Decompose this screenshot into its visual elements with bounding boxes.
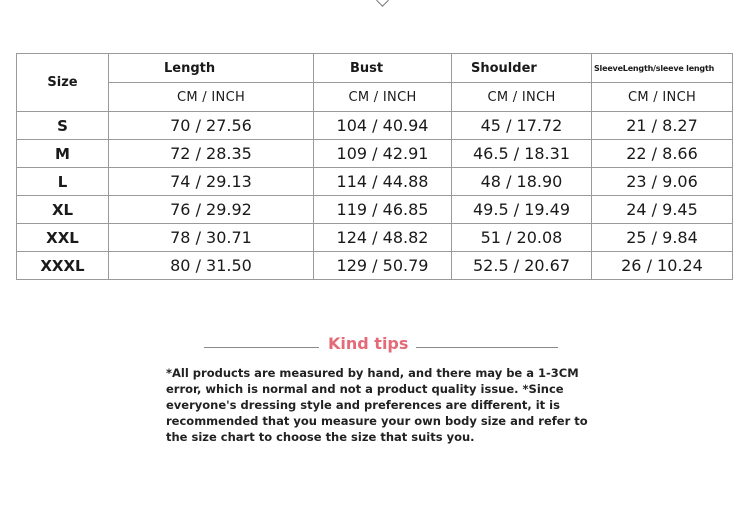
- unit-row: [17, 83, 733, 112]
- size-cell: XL: [17, 196, 109, 224]
- length-cell: 80 / 31.50: [109, 252, 314, 280]
- sleeve-length-cell: 21 / 8.27: [592, 112, 733, 140]
- sleeve-length-cell: 25 / 9.84: [592, 224, 733, 252]
- table-row: [17, 168, 733, 196]
- divider-right: [416, 347, 558, 348]
- size-cell: S: [17, 112, 109, 140]
- size-cell: XXL: [17, 224, 109, 252]
- table-row: [17, 196, 733, 224]
- size-chart-table: [16, 53, 733, 280]
- length-cell: 76 / 29.92: [109, 196, 314, 224]
- sleeve-length-cell: 23 / 9.06: [592, 168, 733, 196]
- sleeve-length-unit: CM / INCH: [592, 83, 733, 112]
- table-row: [17, 252, 733, 280]
- shoulder-unit: CM / INCH: [452, 83, 592, 112]
- sleeve-length-cell: 26 / 10.24: [592, 252, 733, 280]
- bust-cell: 109 / 42.91: [314, 140, 452, 168]
- bust-cell: 119 / 46.85: [314, 196, 452, 224]
- size-header: Size: [17, 54, 109, 112]
- bust-cell: 129 / 50.79: [314, 252, 452, 280]
- shoulder-cell: 49.5 / 19.49: [452, 196, 592, 224]
- bust-cell: 124 / 48.82: [314, 224, 452, 252]
- shoulder-header: Shoulder: [452, 54, 592, 83]
- shoulder-cell: 48 / 18.90: [452, 168, 592, 196]
- bust-cell: 104 / 40.94: [314, 112, 452, 140]
- sleeve-length-cell: 24 / 9.45: [592, 196, 733, 224]
- length-cell: 74 / 29.13: [109, 168, 314, 196]
- sleeve-length-header: SleeveLength/sleeve length: [592, 54, 733, 83]
- kind-tips-text: *All products are measured by hand, and there may be a 1-3CM error, which is normal and not a product quality issue. *Since everyone's dressing style and preferences are different, it is recommended that you measure your own body size and refer to the size chart to choose the size that suits you.: [166, 366, 588, 444]
- kind-tips-header: [166, 333, 591, 357]
- size-cell: M: [17, 140, 109, 168]
- kind-tips-section: [166, 333, 591, 445]
- length-cell: 72 / 28.35: [109, 140, 314, 168]
- shoulder-cell: 46.5 / 18.31: [452, 140, 592, 168]
- divider-left: [204, 347, 319, 348]
- table-row: [17, 224, 733, 252]
- size-cell: L: [17, 168, 109, 196]
- shoulder-cell: 45 / 17.72: [452, 112, 592, 140]
- length-cell: 78 / 30.71: [109, 224, 314, 252]
- size-cell: XXXL: [17, 252, 109, 280]
- header-row: [17, 54, 733, 83]
- table-row: [17, 140, 733, 168]
- kind-tips-title: Kind tips: [328, 334, 409, 353]
- length-header: Length: [109, 54, 314, 83]
- length-cell: 70 / 27.56: [109, 112, 314, 140]
- table-row: [17, 112, 733, 140]
- sleeve-length-cell: 22 / 8.66: [592, 140, 733, 168]
- shoulder-cell: 52.5 / 20.67: [452, 252, 592, 280]
- shoulder-cell: 51 / 20.08: [452, 224, 592, 252]
- length-unit: CM / INCH: [109, 83, 314, 112]
- bust-header: Bust: [314, 54, 452, 83]
- bust-unit: CM / INCH: [314, 83, 452, 112]
- bust-cell: 114 / 44.88: [314, 168, 452, 196]
- chevron-down-icon: [376, 0, 389, 7]
